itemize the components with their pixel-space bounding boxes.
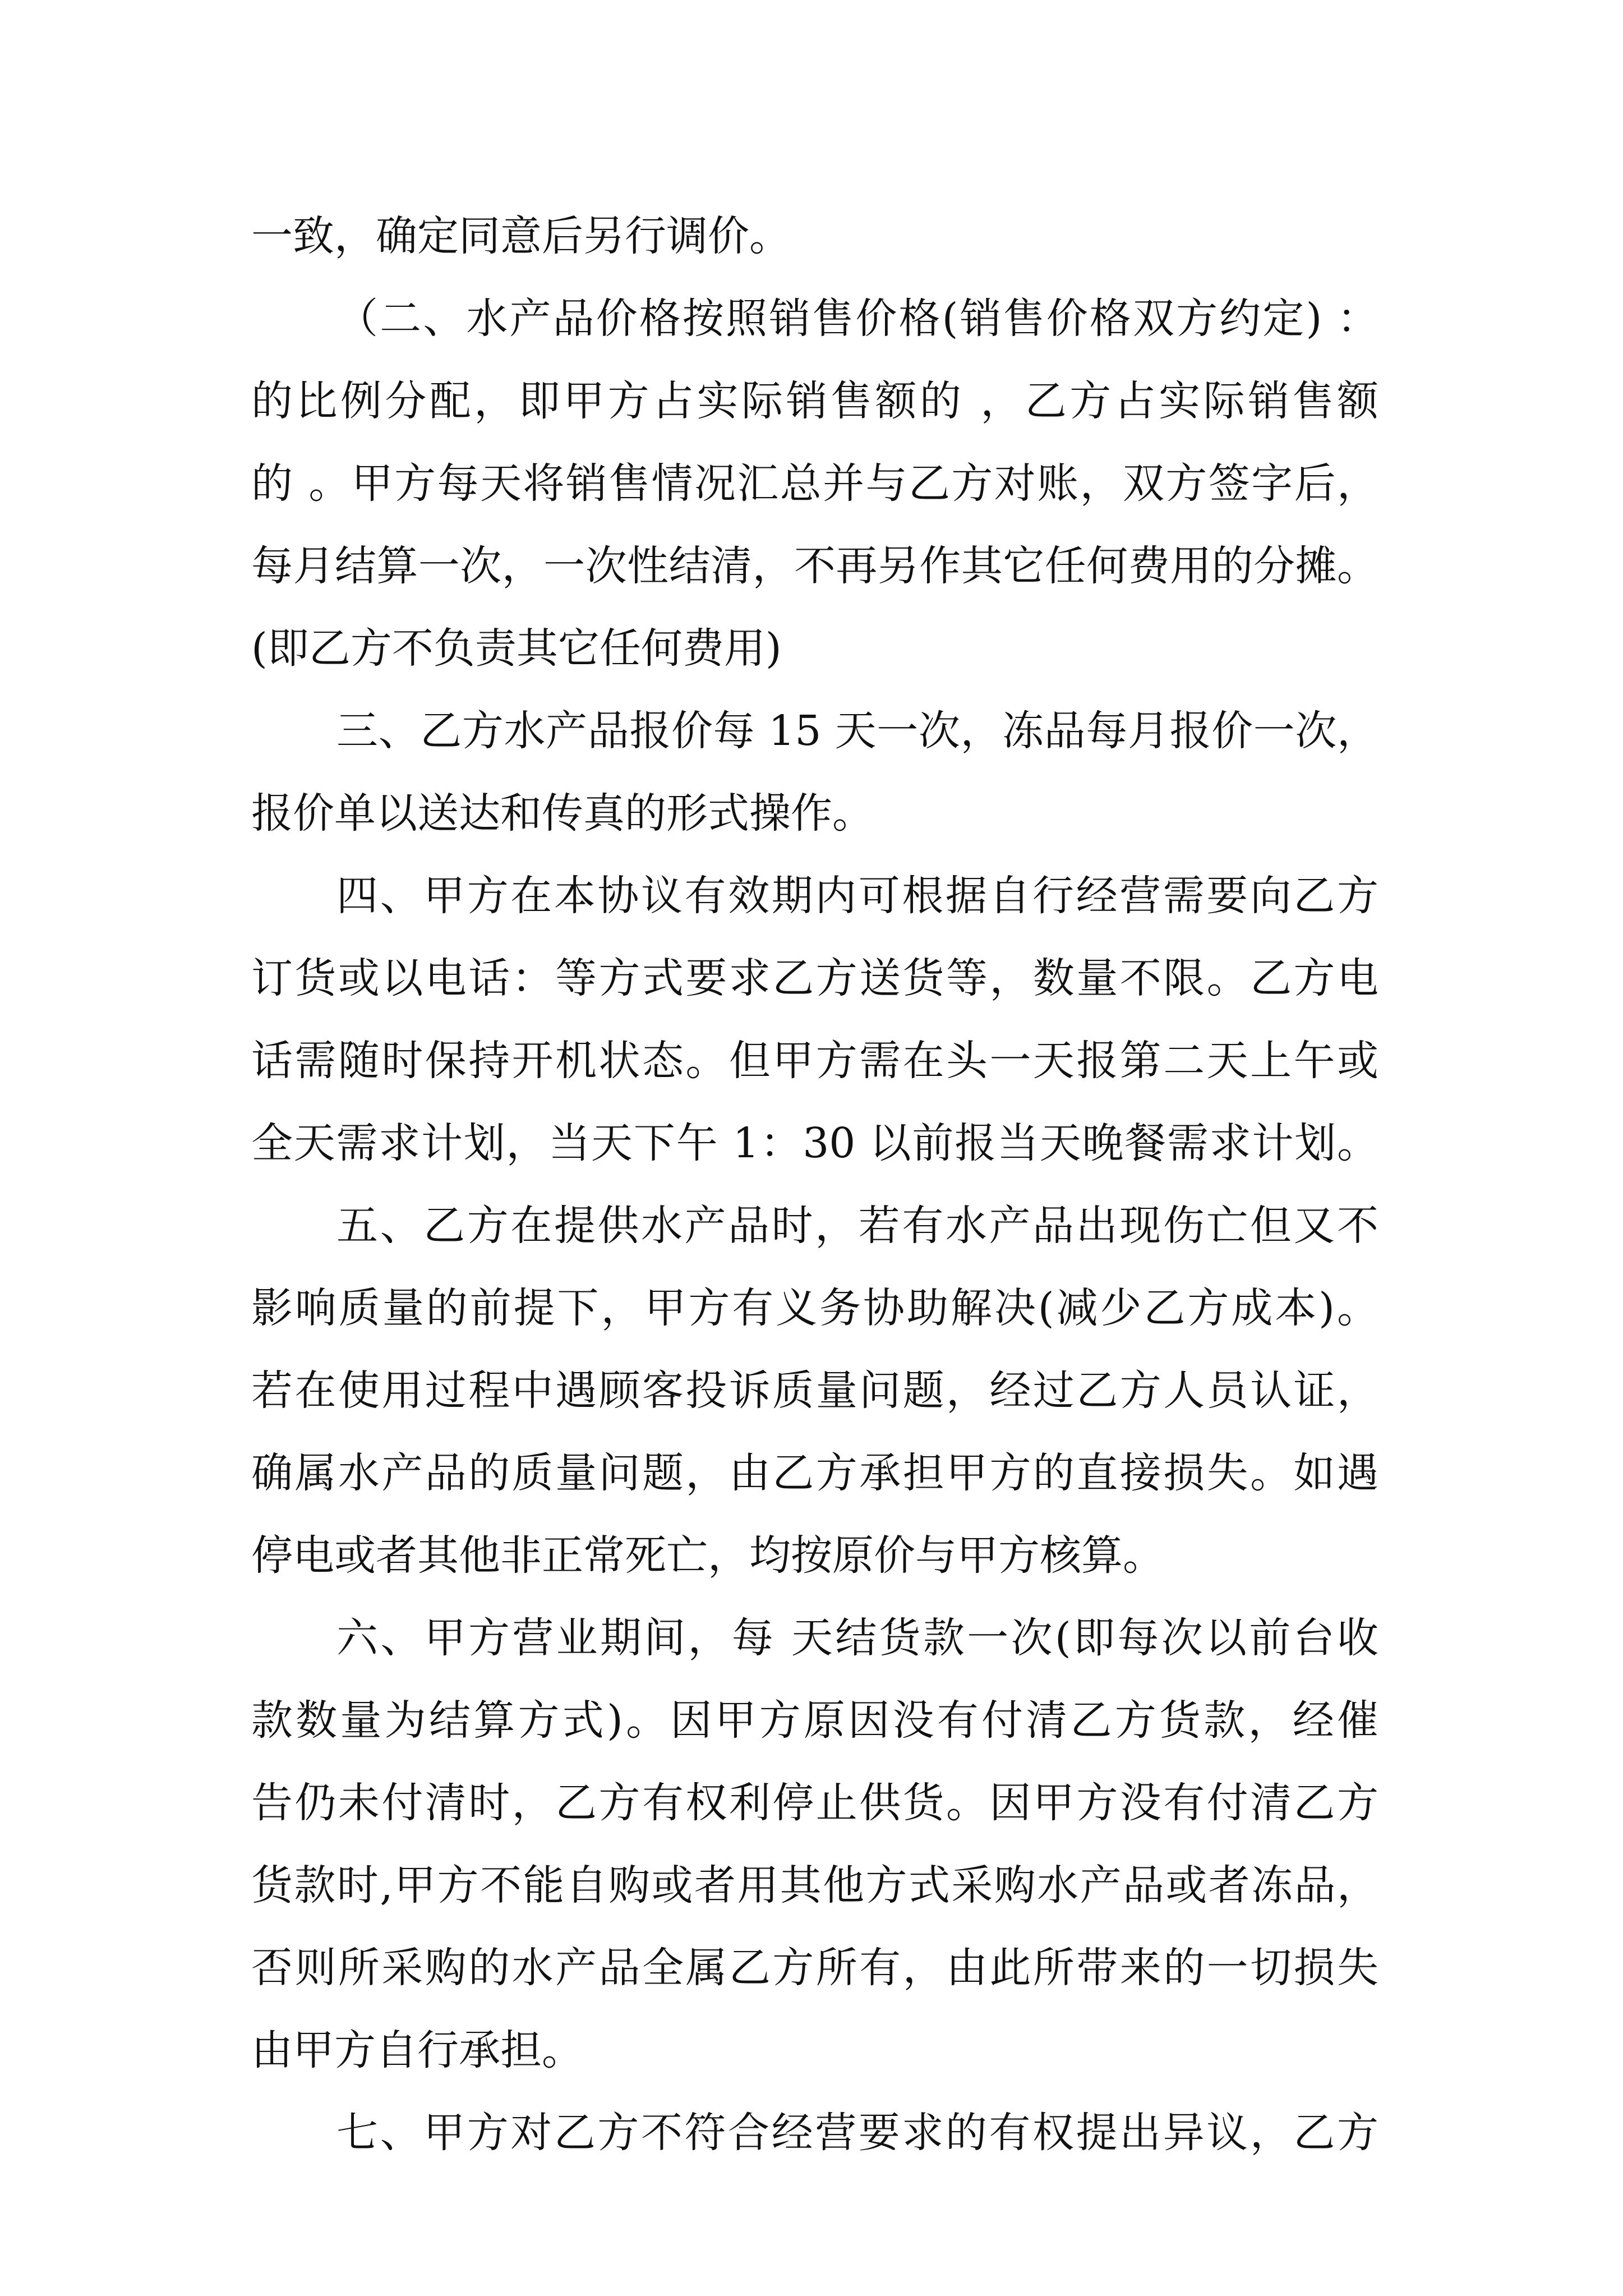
text-line: 货款时,甲方不能自购或者用其他方式采购水产品或者冻品， [251, 1861, 1378, 1910]
text-line: 告仍未付清时，乙方有权利停止供货。因甲方没有付清乙方 [251, 1779, 1378, 1827]
text-line: 确属水产品的质量问题，由乙方承担甲方的直接损失。如遇 [251, 1449, 1378, 1497]
text-line: 三、乙方水产品报价每 15 天一次，冻品每月报价一次， [336, 707, 1378, 755]
text-line: 若在使用过程中遇顾客投诉质量问题，经过乙方人员认证， [251, 1366, 1378, 1415]
text-line: 五、乙方在提供水产品时，若有水产品出现伤亡但又不 [336, 1202, 1378, 1250]
text-line: 六、甲方营业期间，每 天结货款一次(即每次以前台收 [336, 1614, 1378, 1662]
text-line: 停电或者其他非正常死亡，均按原价与甲方核算。 [251, 1531, 1164, 1580]
text-line: 的比例分配，即甲方占实际销售额的 ，乙方占实际销售额 [251, 377, 1378, 425]
text-line: 四、甲方在本协议有效期内可根据自行经营需要向乙方 [336, 872, 1378, 920]
text-line: 一致，确定同意后另行调价。 [251, 212, 791, 260]
text-line: 影响质量的前提下，甲方有义务协助解决(减少乙方成本)。 [251, 1284, 1378, 1332]
text-line: 的 。甲方每天将销售情况汇总并与乙方对账，双方签字后， [251, 459, 1378, 508]
text-line: 每月结算一次，一次性结清，不再另作其它任何费用的分摊。 [251, 542, 1378, 590]
document-body [251, 195, 1378, 2174]
text-line: （二、水产品价格按照销售价格(销售价格双方约定) ： [336, 295, 1378, 343]
text-line: 款数量为结算方式)。因甲方原因没有付清乙方货款，经催 [251, 1696, 1378, 1745]
text-line: 全天需求计划，当天下午 1：30 以前报当天晚餐需求计划。 [251, 1119, 1378, 1167]
text-line: 报价单以送达和传真的形式操作。 [251, 789, 874, 838]
text-line: 否则所采购的水产品全属乙方所有，由此所带来的一切损失 [251, 1944, 1378, 1992]
text-line: (即乙方不负责其它任何费用) [251, 624, 782, 673]
text-line: 由甲方自行承担。 [251, 2026, 583, 2074]
text-line: 七、甲方对乙方不符合经营要求的有权提出异议，乙方 [336, 2109, 1378, 2157]
text-line: 订货或以电话：等方式要求乙方送货等，数量不限。乙方电 [251, 954, 1378, 1002]
text-line: 话需随时保持开机状态。但甲方需在头一天报第二天上午或 [251, 1037, 1378, 1085]
